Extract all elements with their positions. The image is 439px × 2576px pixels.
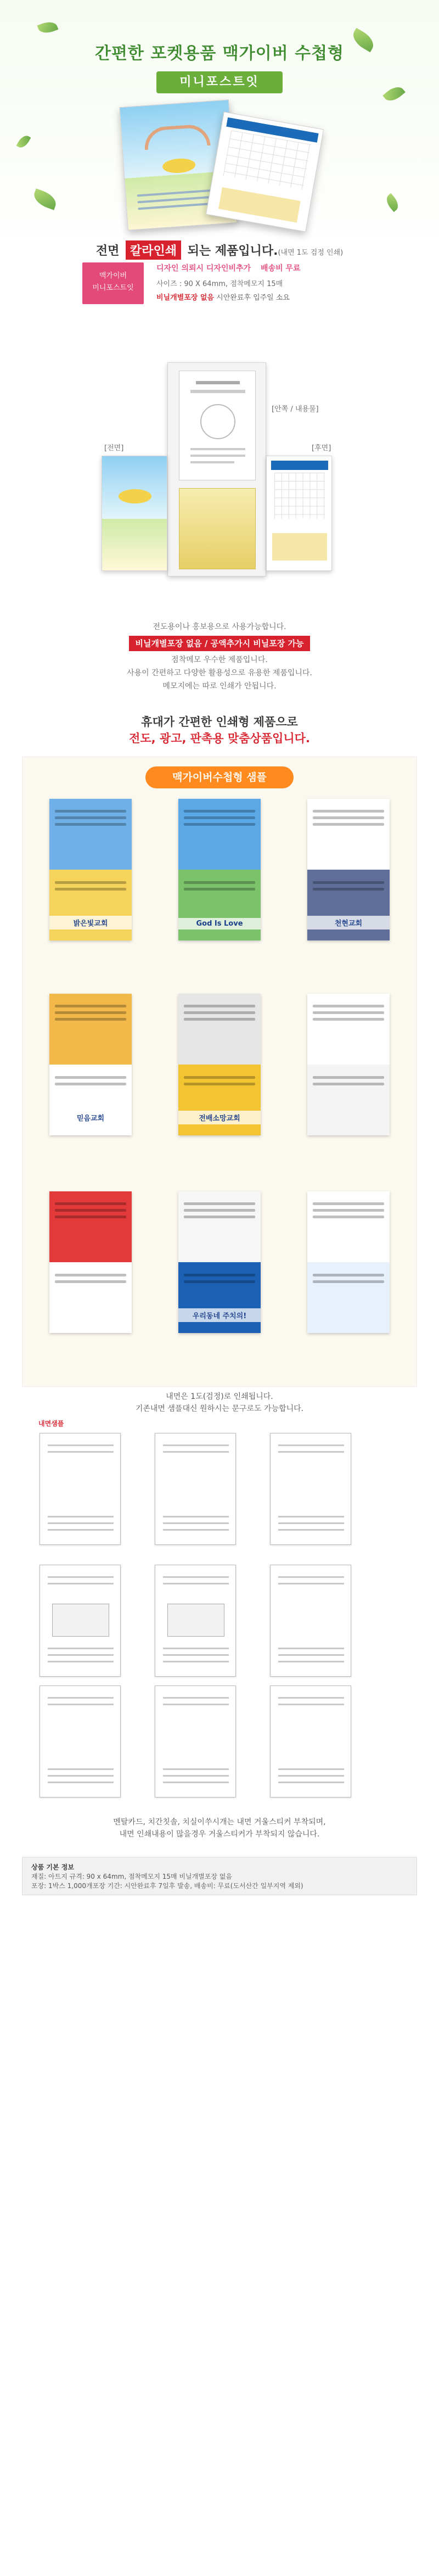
desc-usage: 전도용이나 홍보용으로 사용가능합니다. — [153, 623, 286, 631]
inside-print-card — [179, 371, 256, 480]
hero-caption — [0, 240, 439, 260]
leaf-decoration — [16, 133, 31, 150]
info-title: 상품 기본 정보 — [31, 1863, 74, 1871]
inner-sample-card — [270, 1433, 351, 1545]
sample-item — [307, 799, 390, 940]
label-front: [전면] — [104, 444, 124, 452]
sample-item — [178, 799, 261, 940]
packaging-banner: 비닐개별포장 없음 / 공액추가시 비닐포장 가능 — [129, 636, 311, 651]
front-cover-image — [102, 456, 167, 571]
tag-line-1: 맥가이버 — [99, 272, 127, 280]
desc-print-note: 메모지에는 따로 인쇄가 안됩니다. — [162, 682, 277, 691]
inner-sample-label: 내면샘플 — [38, 1420, 64, 1427]
product-info-box — [22, 1857, 417, 1895]
sample-label: 우리동네 주치의! — [178, 1308, 261, 1322]
sample-item — [178, 1191, 261, 1333]
sample-label: 전배소망교회 — [178, 1111, 261, 1124]
inner-sample-card — [155, 1685, 236, 1797]
sample-item — [178, 994, 261, 1135]
info-spec-line: 재질: 아트지 규격: 90 x 64mm, 점착메모지 15매 비닐개별포장 없음 — [31, 1873, 232, 1880]
inner-note-2: 기존내면 샘플대신 원하시는 문구로도 가능합니다. — [135, 1404, 304, 1413]
sample-item — [307, 994, 390, 1135]
caption-note: (내면 1도 검정 인쇄) — [278, 249, 344, 257]
label-inside: [안쪽 / 내용물] — [272, 405, 319, 413]
product-name-badge: 미니포스트잇 — [156, 71, 283, 93]
inner-sample-card — [40, 1565, 121, 1677]
product-detail-section — [0, 318, 439, 604]
sticky-note-pad — [179, 488, 256, 569]
leaf-decoration — [37, 19, 59, 36]
tag-line-2: 미니포스트잇 — [92, 284, 134, 292]
desc-utility: 사용이 간편하고 다양한 활용성으로 유용한 제품입니다. — [127, 669, 312, 677]
hero-title: 간편한 포켓용품 맥가이버 수첩형 — [94, 44, 345, 63]
caption-highlight: 칼라인쇄 — [126, 240, 181, 260]
inner-sample-card — [270, 1565, 351, 1677]
sample-item — [307, 1191, 390, 1333]
sample-label: 밝은빛교회 — [49, 916, 132, 929]
packaging-note: 비닐개별포장 없음 — [156, 294, 214, 302]
samples-title: 맥가이버수첩형 샘플 — [145, 766, 294, 788]
inner-print-note — [0, 1391, 439, 1415]
back-cover-image — [266, 456, 332, 571]
desc-quality: 점착메모 우수한 제품입니다. — [171, 656, 268, 664]
leaf-decoration — [382, 83, 406, 105]
back-cover-mockup — [206, 111, 324, 232]
design-fee-note: 디자인 의뢰시 디자인비추가 — [156, 264, 251, 273]
caption-pre: 전면 — [95, 244, 120, 258]
sample-label: God Is Love — [178, 918, 261, 929]
spec-summary — [156, 262, 387, 302]
leaf-decoration — [383, 193, 401, 212]
bottom-note-1: 멘탈카드, 치간칫솔, 치실이쑤시개는 내면 거울스티커 부착되며, — [113, 1818, 326, 1827]
inner-sample-card — [40, 1685, 121, 1797]
label-back: [후면] — [312, 444, 331, 452]
product-type-tag — [82, 262, 144, 304]
inner-note-1: 내면은 1도(검정)로 인쇄됩니다. — [166, 1392, 273, 1401]
inner-sample-card — [155, 1565, 236, 1677]
leaf-decoration — [31, 188, 59, 210]
sample-item — [49, 1191, 132, 1333]
inner-sample-card — [270, 1685, 351, 1797]
size-spec: 사이즈 : 90 X 64mm, 점착메모지 15매 — [156, 280, 283, 288]
headline-line-1: 휴대가 간편한 인쇄형 제품으로 — [141, 715, 298, 729]
marketing-headline — [0, 714, 439, 747]
sample-item — [49, 799, 132, 940]
sample-label: 천현교회 — [307, 916, 390, 929]
sample-label: 믿음교회 — [49, 1111, 132, 1124]
inner-sample-card — [155, 1433, 236, 1545]
mirror-sticker-note — [0, 1816, 439, 1840]
open-pack-image — [167, 362, 266, 576]
lead-time-note: 시안완료후 입주일 소요 — [216, 294, 290, 302]
caption-post: 되는 제품입니다. — [187, 244, 278, 258]
sample-item — [49, 994, 132, 1135]
detail-description — [0, 620, 439, 693]
bottom-note-2: 내면 인쇄내용이 많을경우 거울스티커가 부착되지 않습니다. — [119, 1830, 320, 1839]
headline-line-2: 전도, 광고, 판촉용 맞춤상품입니다. — [129, 732, 310, 745]
inner-sample-card — [40, 1433, 121, 1545]
shipping-note: 배송비 무료 — [261, 264, 301, 273]
info-shipping-line: 포장: 1박스 1,000개포장 기간: 시안완료후 7일후 발송, 배송비: 무료(도서산간 일부지역 제외) — [31, 1882, 303, 1890]
